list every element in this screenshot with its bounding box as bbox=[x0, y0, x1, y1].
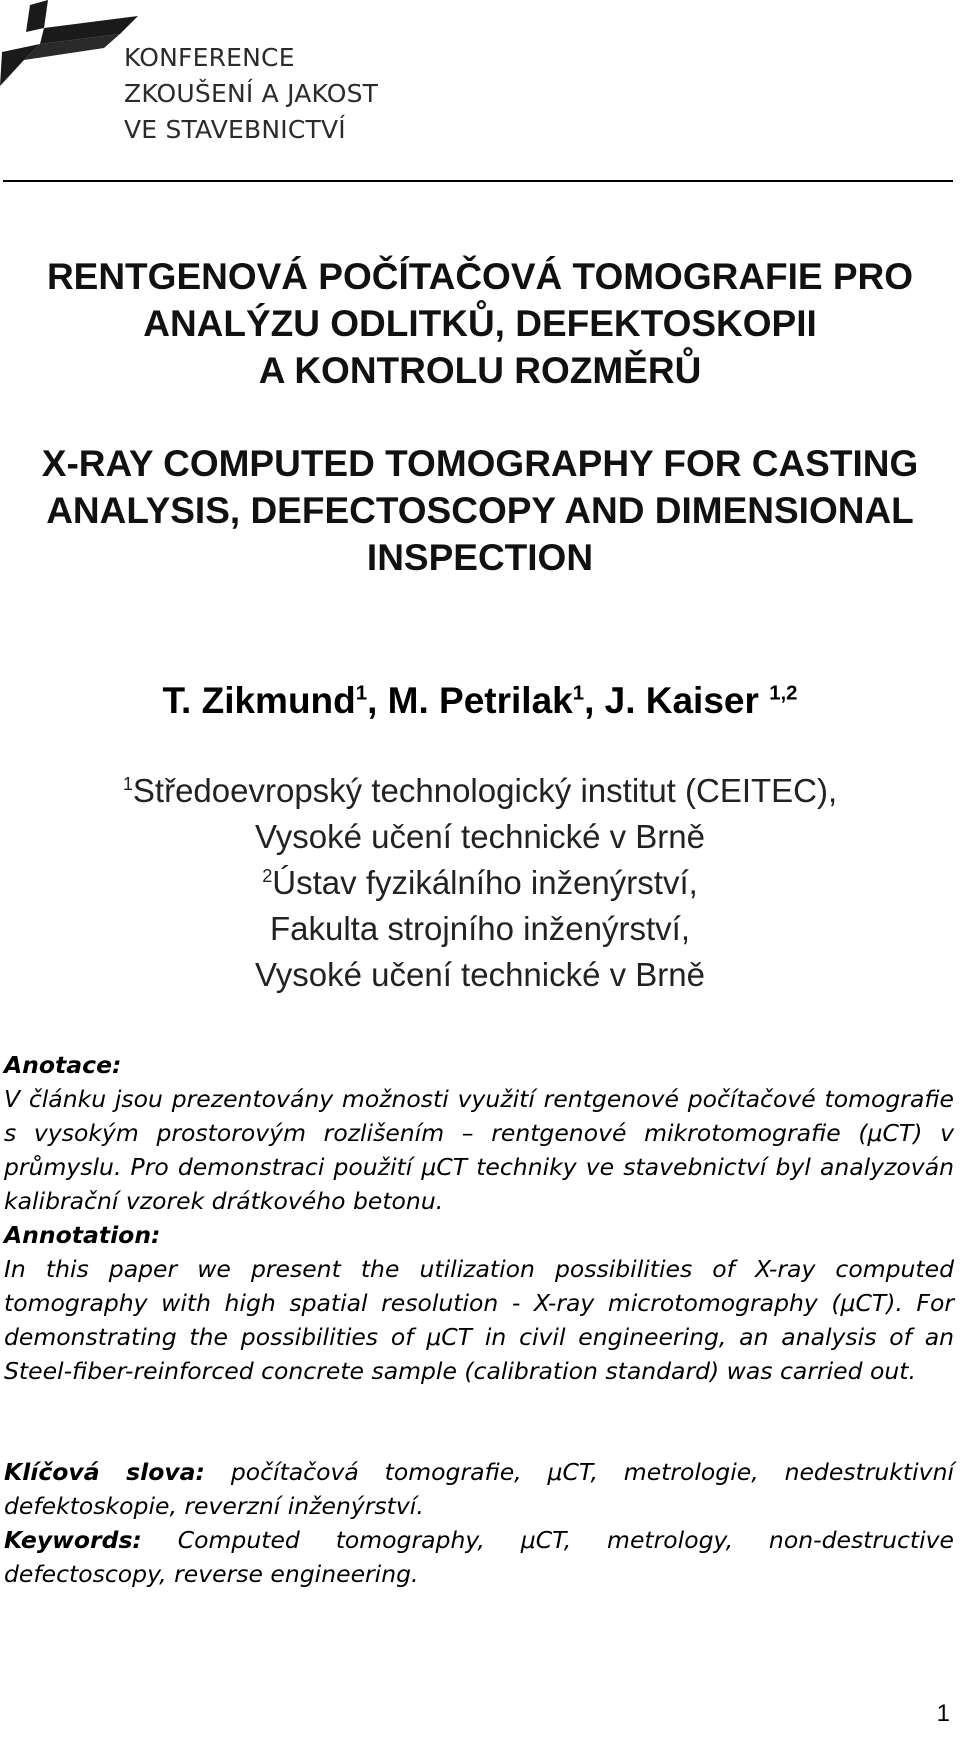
abstract-en-heading: Annotation: bbox=[4, 1221, 161, 1249]
title-line: X-RAY COMPUTED TOMOGRAPHY FOR CASTING bbox=[41, 443, 919, 484]
author-name: T. Zikmund bbox=[162, 680, 356, 721]
abstract-cz-heading: Anotace: bbox=[4, 1051, 122, 1079]
keywords-en-text: Computed tomography, μCT, metrology, non-destructive defectoscopy, reverse engineering. bbox=[4, 1526, 954, 1588]
title-line: A KONTROLU ROZMĚRŮ bbox=[258, 350, 702, 391]
title-english bbox=[0, 440, 960, 581]
affiliations bbox=[0, 768, 960, 998]
affiliation-mark: 1 bbox=[122, 774, 133, 794]
title-line: ANALÝZU ODLITKŮ, DEFEKTOSKOPII bbox=[143, 303, 817, 344]
affiliation-mark: 2 bbox=[262, 866, 273, 886]
affiliation-line bbox=[0, 768, 960, 814]
author-name: J. Kaiser bbox=[604, 680, 759, 721]
logo-line: ZKOUŠENÍ A JAKOST bbox=[124, 79, 379, 108]
title-czech bbox=[0, 253, 960, 394]
author-affiliation-mark: 1 bbox=[572, 682, 585, 705]
title-line: INSPECTION bbox=[366, 537, 594, 578]
conference-logo-mark-icon bbox=[0, 0, 140, 100]
conference-name bbox=[124, 40, 378, 148]
keywords-cz bbox=[4, 1455, 954, 1523]
page-number: 1 bbox=[936, 1700, 950, 1727]
logo-line: KONFERENCE bbox=[124, 43, 295, 72]
conference-logo bbox=[0, 0, 420, 150]
keywords-en bbox=[4, 1523, 954, 1591]
title-line: RENTGENOVÁ POČÍTAČOVÁ TOMOGRAFIE PRO bbox=[46, 256, 914, 297]
keywords-en-label: Keywords: bbox=[4, 1526, 142, 1554]
affiliation-text: Středoevropský technologický institut (CEITEC), bbox=[132, 772, 838, 809]
title-line: ANALYSIS, DEFECTOSCOPY AND DIMENSIONAL bbox=[46, 490, 914, 531]
header-divider bbox=[3, 180, 953, 182]
affiliation-line: Vysoké učení technické v Brně bbox=[254, 818, 705, 855]
author-affiliation-mark: 1,2 bbox=[769, 682, 798, 705]
logo-line: VE STAVEBNICTVÍ bbox=[124, 115, 346, 144]
affiliation-line: Fakulta strojního inženýrství, bbox=[269, 910, 690, 947]
affiliation-line bbox=[0, 860, 960, 906]
keywords-cz-text: počítačová tomografie, μCT, metrologie, nedestruktivní defektoskopie, reverzní inženýrství. bbox=[4, 1458, 954, 1520]
abstract-en-text: In this paper we present the utilization possibilities of X-ray computed tomography with high spatial resolution - X-ray microtomography (μCT). For demonstrating the possibilities of μCT in civil engineering, an analysis of an Steel-fiber-reinforced concrete sample (calibration standard) was carried out. bbox=[4, 1255, 954, 1385]
author-name: M. Petrilak bbox=[387, 680, 573, 721]
author-affiliation-mark: 1 bbox=[355, 682, 368, 705]
keywords-cz-label: Klíčová slova: bbox=[4, 1458, 205, 1486]
authors-line: T. Zikmund$^1$, M. Petrilak$^1$, J. Kaiser $^{1,2}$ bbox=[162, 680, 798, 721]
affiliation-line: Vysoké učení technické v Brně bbox=[254, 956, 705, 993]
affiliation-text: Ústav fyzikálního inženýrství, bbox=[272, 864, 698, 901]
abstract-cz-text: V článku jsou prezentovány možnosti využití rentgenové počítačové tomografie s vysokým prostorovým rozlišením – rentgenové mikrotomografie (μCT) v průmyslu. Pro demonstraci použití μCT techniky ve stavebnictví byl analyzován kalibrační vzorek drátkového betonu. bbox=[4, 1085, 954, 1215]
